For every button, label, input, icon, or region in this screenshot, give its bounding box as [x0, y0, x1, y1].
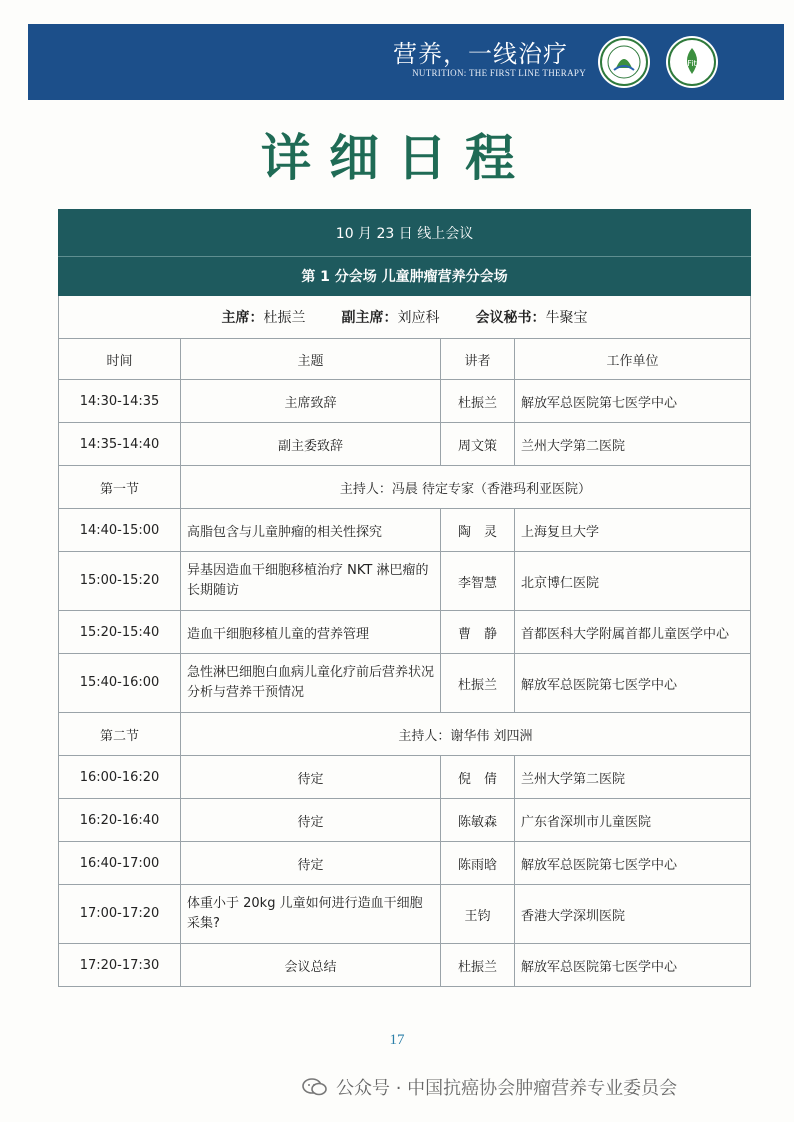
wechat-icon — [302, 1077, 328, 1097]
speaker-cell: 倪 倩 — [441, 756, 515, 799]
speaker-cell: 陈敏森 — [441, 799, 515, 842]
section-row — [59, 466, 751, 509]
table-row — [59, 654, 751, 713]
topic-cell: 造血干细胞移植儿童的营养管理 — [181, 611, 441, 654]
speaker-cell: 曹 静 — [441, 611, 515, 654]
org-cell: 解放军总医院第七医学中心 — [515, 380, 751, 423]
venue-row — [59, 257, 751, 296]
time-cell: 16:20-16:40 — [59, 799, 181, 842]
chair-label: 主席： — [221, 310, 264, 326]
banner-slogan: 营养，一线治疗 — [393, 40, 568, 68]
time-cell: 14:40-15:00 — [59, 509, 181, 552]
table-row — [59, 885, 751, 944]
header-org: 工作单位 — [515, 339, 751, 380]
time-cell: 16:40-17:00 — [59, 842, 181, 885]
topic-cell: 会议总结 — [181, 944, 441, 987]
page-title: 详细日程 — [261, 128, 533, 187]
venue-title: 第 1 分会场 儿童肿瘤营养分会场 — [59, 257, 751, 296]
chairs-row — [59, 296, 751, 339]
table-row — [59, 380, 751, 423]
time-cell: 16:00-16:20 — [59, 756, 181, 799]
table-row — [59, 552, 751, 611]
chair-name: 杜振兰 — [263, 310, 306, 326]
header-speaker: 讲者 — [441, 339, 515, 380]
speaker-cell: 李智慧 — [441, 552, 515, 611]
section-row — [59, 713, 751, 756]
section-hosts: 主持人：冯晨 待定专家（香港玛利亚医院） — [181, 466, 751, 509]
speaker-cell: 陶 灵 — [441, 509, 515, 552]
fit-logo-text: Fit — [687, 59, 697, 68]
wechat-watermark — [302, 1074, 677, 1100]
header-banner — [28, 24, 784, 100]
org-cell: 解放军总医院第七医学中心 — [515, 654, 751, 713]
schedule-table — [58, 209, 751, 987]
section-label: 第一节 — [59, 466, 181, 509]
time-cell: 17:20-17:30 — [59, 944, 181, 987]
secretary-label: 会议秘书： — [475, 310, 546, 326]
org-cell: 兰州大学第二医院 — [515, 756, 751, 799]
org-cell: 广东省深圳市儿童医院 — [515, 799, 751, 842]
section-hosts: 主持人：谢华伟 刘四洲 — [181, 713, 751, 756]
speaker-cell: 杜振兰 — [441, 944, 515, 987]
vice-chair-label: 副主席： — [341, 310, 398, 326]
org-cell: 解放军总医院第七医学中心 — [515, 944, 751, 987]
society-seal-logo — [598, 36, 650, 88]
section-label: 第二节 — [59, 713, 181, 756]
time-cell: 17:00-17:20 — [59, 885, 181, 944]
speaker-cell: 周文策 — [441, 423, 515, 466]
fit-logo — [666, 36, 718, 88]
header-topic: 主题 — [181, 339, 441, 380]
table-row — [59, 799, 751, 842]
topic-cell: 急性淋巴细胞白血病儿童化疗前后营养状况分析与营养干预情况 — [181, 654, 441, 713]
vice-chair-name: 刘应科 — [397, 310, 440, 326]
time-cell: 15:20-15:40 — [59, 611, 181, 654]
org-cell: 兰州大学第二医院 — [515, 423, 751, 466]
date-line: 10 月 23 日 线上会议 — [59, 210, 751, 257]
topic-cell: 待定 — [181, 799, 441, 842]
table-row — [59, 611, 751, 654]
table-row — [59, 509, 751, 552]
org-cell: 上海复旦大学 — [515, 509, 751, 552]
time-cell: 14:35-14:40 — [59, 423, 181, 466]
topic-cell: 主席致辞 — [181, 380, 441, 423]
date-row — [59, 210, 751, 257]
secretary-name: 牛聚宝 — [545, 310, 588, 326]
time-cell: 15:00-15:20 — [59, 552, 181, 611]
topic-cell: 体重小于 20kg 儿童如何进行造血干细胞采集? — [181, 885, 441, 944]
org-cell: 北京博仁医院 — [515, 552, 751, 611]
table-row — [59, 842, 751, 885]
speaker-cell: 陈雨晗 — [441, 842, 515, 885]
topic-cell: 待定 — [181, 756, 441, 799]
table-row — [59, 423, 751, 466]
banner-slogan-en: NUTRITION: THE FIRST LINE THERAPY — [412, 68, 586, 78]
speaker-cell: 王钧 — [441, 885, 515, 944]
org-cell: 香港大学深圳医院 — [515, 885, 751, 944]
topic-cell: 异基因造血干细胞移植治疗 NKT 淋巴瘤的长期随访 — [181, 552, 441, 611]
speaker-cell: 杜振兰 — [441, 654, 515, 713]
table-row — [59, 944, 751, 987]
topic-cell: 待定 — [181, 842, 441, 885]
org-cell: 首都医科大学附属首都儿童医学中心 — [515, 611, 751, 654]
speaker-cell: 杜振兰 — [441, 380, 515, 423]
header-time: 时间 — [59, 339, 181, 380]
table-row — [59, 756, 751, 799]
time-cell: 14:30-14:35 — [59, 380, 181, 423]
watermark-text: 公众号 · 中国抗癌协会肿瘤营养专业委员会 — [336, 1078, 678, 1099]
page-number: 17 — [389, 1032, 405, 1048]
topic-cell: 高脂包含与儿童肿瘤的相关性探究 — [181, 509, 441, 552]
topic-cell: 副主委致辞 — [181, 423, 441, 466]
time-cell: 15:40-16:00 — [59, 654, 181, 713]
column-header-row — [59, 339, 751, 380]
org-cell: 解放军总医院第七医学中心 — [515, 842, 751, 885]
